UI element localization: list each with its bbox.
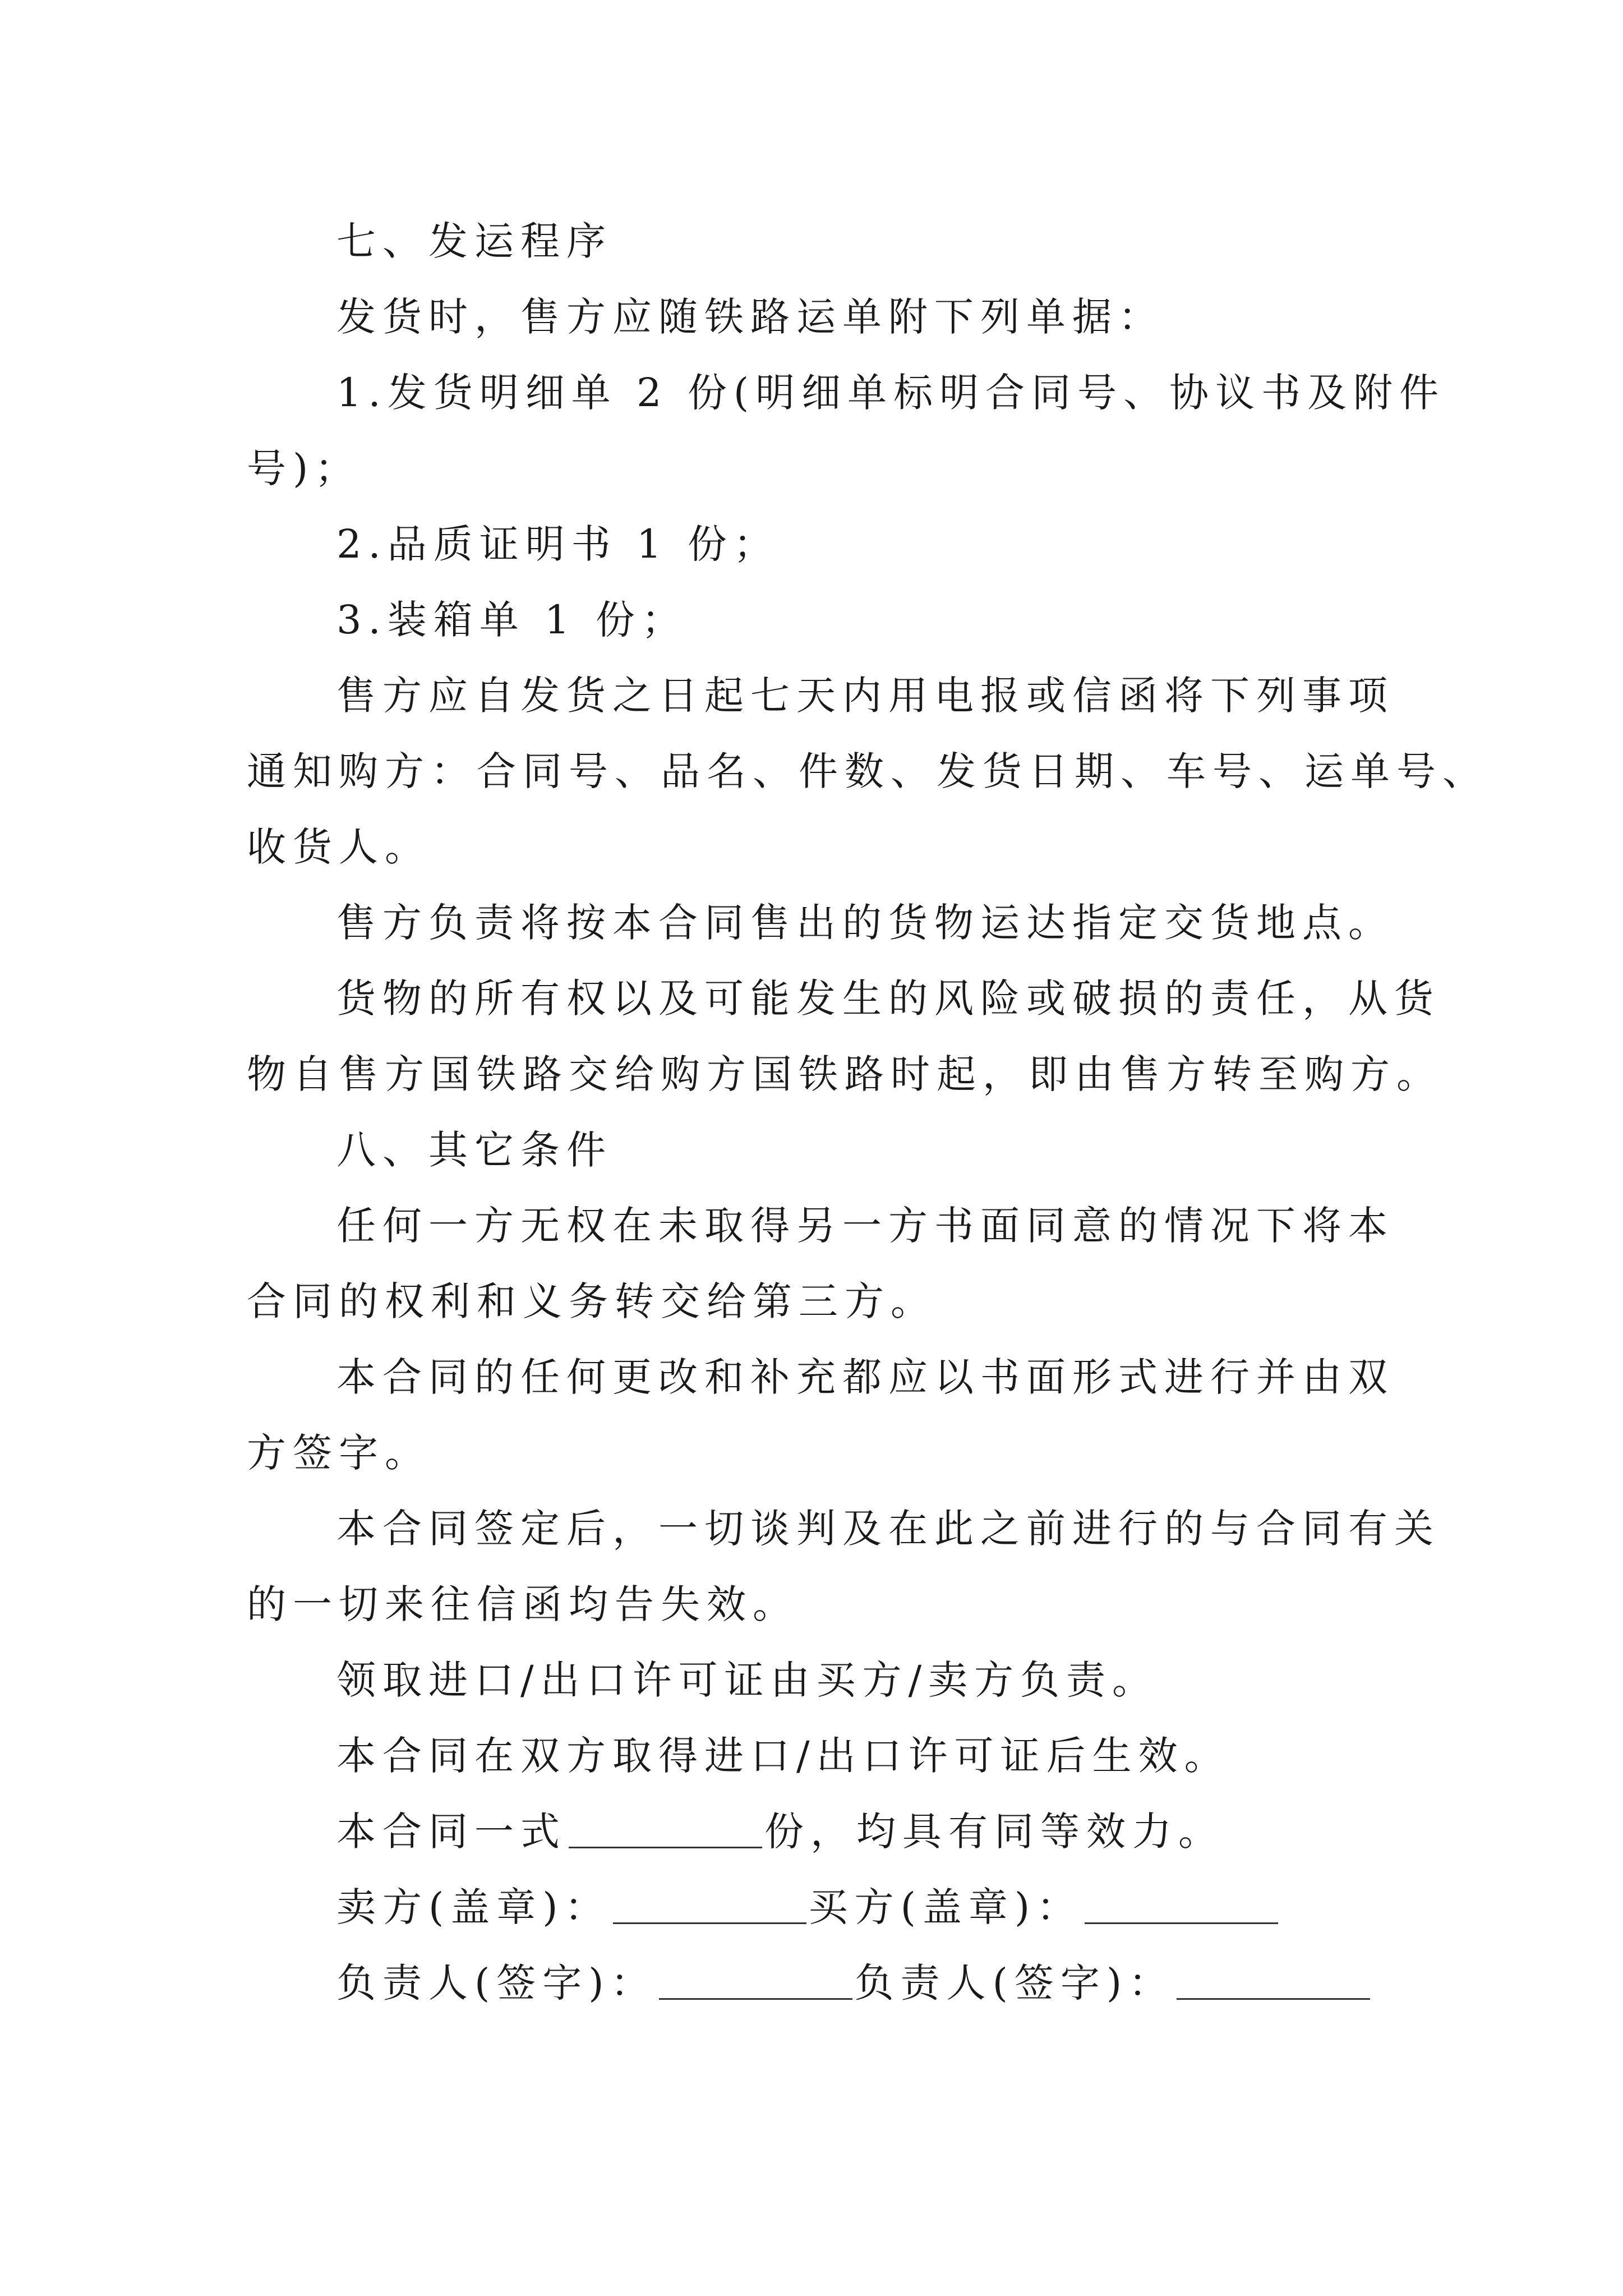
seller-sign-blank[interactable] xyxy=(659,1964,852,2000)
seller-sign-label: 负责人(签字)： xyxy=(336,1960,657,2006)
seal-line xyxy=(336,1884,1280,1930)
paragraph-line: 领取进口/出口许可证由买方/卖方负责。 xyxy=(336,1657,1159,1703)
paragraph-line: 本合同在双方取得进口/出口许可证后生效。 xyxy=(336,1733,1230,1779)
buyer-sign-blank[interactable] xyxy=(1177,1964,1370,2000)
paragraph-line: 物自售方国铁路交给购方国铁路时起，即由售方转至购方。 xyxy=(247,1051,1442,1097)
paragraph-line: 方签字。 xyxy=(247,1430,431,1476)
buyer-seal-blank[interactable] xyxy=(1085,1889,1278,1924)
copies-line xyxy=(336,1809,1224,1855)
section-heading-shipping: 七、发运程序 xyxy=(336,218,612,264)
paragraph-line: 2.品质证明书 1 份； xyxy=(336,521,780,567)
paragraph-line: 本合同签定后，一切谈判及在此之前进行的与合同有关 xyxy=(336,1506,1440,1552)
paragraph-line: 任何一方无权在未取得另一方书面同意的情况下将本 xyxy=(336,1203,1394,1249)
paragraph-line: 售方负责将按本合同售出的货物运达指定交货地点。 xyxy=(336,900,1394,946)
copies-blank[interactable] xyxy=(569,1813,762,1848)
paragraph-line: 3.装箱单 1 份； xyxy=(336,597,688,643)
paragraph-line: 本合同的任何更改和补充都应以书面形式进行并由双 xyxy=(336,1354,1394,1400)
paragraph-line: 发货时，售方应随铁路运单附下列单据： xyxy=(336,294,1164,340)
paragraph-line: 货物的所有权以及可能发生的风险或破损的责任，从货 xyxy=(336,976,1440,1022)
paragraph-line: 号)； xyxy=(247,445,361,491)
seller-seal-label: 卖方(盖章)： xyxy=(336,1884,611,1930)
section-heading-other: 八、其它条件 xyxy=(336,1127,612,1173)
sign-line xyxy=(336,1960,1372,2006)
seller-seal-blank[interactable] xyxy=(613,1889,806,1924)
paragraph-line: 的一切来往信函均告失效。 xyxy=(247,1581,799,1627)
paragraph-line: 通知购方：合同号、品名、件数、发货日期、车号、运单号、 xyxy=(247,748,1488,794)
paragraph-line: 合同的权利和义务转交给第三方。 xyxy=(247,1278,937,1324)
buyer-seal-label: 买方(盖章)： xyxy=(808,1884,1083,1930)
paragraph-line: 售方应自发货之日起七天内用电报或信函将下列事项 xyxy=(336,673,1394,719)
copies-text-before: 本合同一式 xyxy=(336,1809,566,1855)
paragraph-line: 收货人。 xyxy=(247,824,431,870)
paragraph-line: 1.发货明细单 2 份(明细单标明合同号、协议书及附件 xyxy=(336,370,1446,416)
buyer-sign-label: 负责人(签字)： xyxy=(854,1960,1175,2006)
copies-text-after: 份，均具有同等效力。 xyxy=(764,1809,1224,1855)
